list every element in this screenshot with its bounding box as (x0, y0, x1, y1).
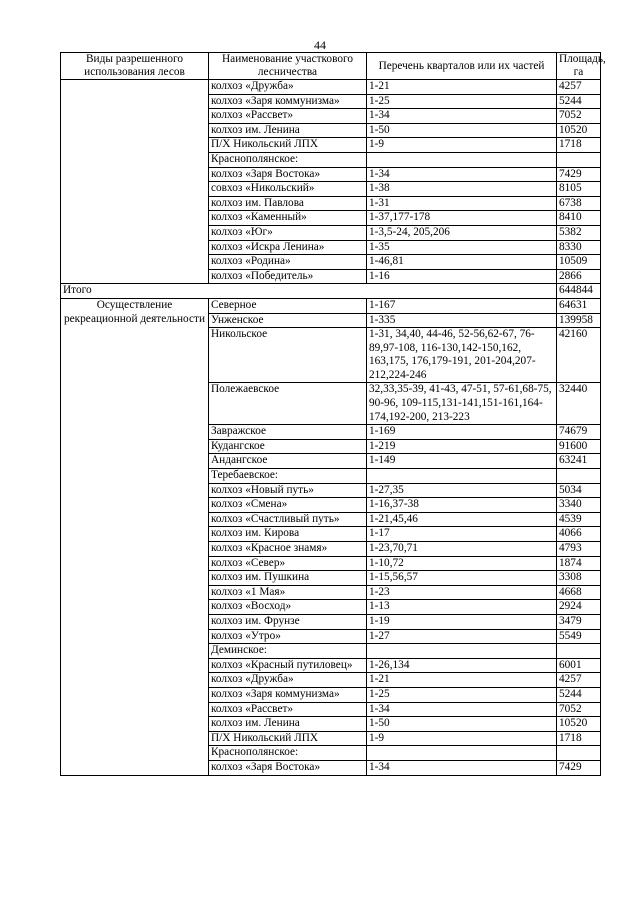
forestry-name-cell: Теребаевское: (209, 469, 367, 484)
quarters-cell: 1-26,134 (367, 658, 557, 673)
area-cell: 91600 (557, 439, 601, 454)
forestry-name-cell: колхоз «Заря Востока» (209, 760, 367, 775)
area-cell: 6001 (557, 658, 601, 673)
forestry-name-cell: Завражское (209, 425, 367, 440)
forestry-name-cell: колхоз «1 Мая» (209, 585, 367, 600)
quarters-cell: 1-23 (367, 585, 557, 600)
quarters-cell: 1-35 (367, 240, 557, 255)
forestry-name-cell: П/Х Никольский ЛПХ (209, 731, 367, 746)
forestry-name-cell: колхоз «Дружба» (209, 673, 367, 688)
total-row (61, 284, 601, 299)
quarters-cell: 1-335 (367, 313, 557, 328)
quarters-cell (367, 746, 557, 761)
quarters-cell: 1-15,56,57 (367, 571, 557, 586)
forestry-name-cell: колхоз им. Ленина (209, 717, 367, 732)
area-cell (557, 746, 601, 761)
quarters-cell: 1-13 (367, 600, 557, 615)
forestry-name-cell: колхоз «Смена» (209, 498, 367, 513)
area-cell: 64631 (557, 298, 601, 313)
quarters-cell (367, 644, 557, 659)
area-cell: 4066 (557, 527, 601, 542)
header-forestry-name: Наименование участкового лесничества (209, 53, 367, 80)
area-cell (557, 644, 601, 659)
forestry-name-cell: колхоз «Рассвет» (209, 109, 367, 124)
area-cell: 7429 (557, 760, 601, 775)
area-cell: 1718 (557, 138, 601, 153)
table-row (61, 80, 601, 95)
forestry-name-cell: колхоз «Счастливый путь» (209, 512, 367, 527)
area-cell: 63241 (557, 454, 601, 469)
area-cell: 6738 (557, 196, 601, 211)
quarters-cell (367, 152, 557, 167)
table-header-row (61, 53, 601, 80)
area-cell: 8330 (557, 240, 601, 255)
quarters-cell (367, 469, 557, 484)
forestry-name-cell: колхоз «Победитель» (209, 269, 367, 284)
forestry-name-cell: колхоз «Заря коммунизма» (209, 687, 367, 702)
forestry-name-cell: колхоз «Восход» (209, 600, 367, 615)
forestry-name-cell: совхоз «Никольский» (209, 182, 367, 197)
area-cell: 7052 (557, 702, 601, 717)
quarters-cell: 1-9 (367, 731, 557, 746)
quarters-cell: 1-167 (367, 298, 557, 313)
forestry-name-cell: колхоз «Север» (209, 556, 367, 571)
forestry-name-cell: Кудангское (209, 439, 367, 454)
forestry-name-cell: Краснополянское: (209, 152, 367, 167)
total-area: 644844 (557, 284, 601, 299)
forestry-name-cell: Северное (209, 298, 367, 313)
forestry-name-cell: колхоз «Заря Востока» (209, 167, 367, 182)
area-cell: 8105 (557, 182, 601, 197)
area-cell: 5382 (557, 225, 601, 240)
quarters-cell: 1-23,70,71 (367, 542, 557, 557)
area-cell (557, 469, 601, 484)
quarters-cell: 1-9 (367, 138, 557, 153)
table-row (61, 298, 601, 313)
area-cell: 4257 (557, 80, 601, 95)
forestry-name-cell: Краснополянское: (209, 746, 367, 761)
quarters-cell: 1-38 (367, 182, 557, 197)
quarters-cell: 1-169 (367, 425, 557, 440)
area-cell: 10520 (557, 123, 601, 138)
forest-use-table (60, 52, 606, 776)
area-cell: 139958 (557, 313, 601, 328)
quarters-cell: 1-16,37-38 (367, 498, 557, 513)
quarters-cell: 1-34 (367, 760, 557, 775)
use-type-cell: Осуществление рекреационной деятельности (61, 298, 209, 775)
total-body (61, 284, 601, 299)
area-cell (557, 152, 601, 167)
page-number: 44 (314, 38, 326, 52)
quarters-cell: 1-10,72 (367, 556, 557, 571)
quarters-cell: 1-21 (367, 80, 557, 95)
quarters-cell: 1-31 (367, 196, 557, 211)
area-cell: 4668 (557, 585, 601, 600)
forestry-name-cell: колхоз «Родина» (209, 255, 367, 270)
area-cell: 7052 (557, 109, 601, 124)
forestry-name-cell: Деминское: (209, 644, 367, 659)
area-cell: 1874 (557, 556, 601, 571)
area-cell: 7429 (557, 167, 601, 182)
area-cell: 1718 (557, 731, 601, 746)
forestry-name-cell: колхоз «Искра Ленина» (209, 240, 367, 255)
forestry-name-cell: колхоз им. Ленина (209, 123, 367, 138)
quarters-cell: 1-34 (367, 109, 557, 124)
area-cell: 3340 (557, 498, 601, 513)
quarters-cell: 1-219 (367, 439, 557, 454)
area-cell: 10520 (557, 717, 601, 732)
area-cell: 2866 (557, 269, 601, 284)
recreation-body (61, 298, 601, 775)
area-cell: 8410 (557, 211, 601, 226)
quarters-cell: 1-34 (367, 167, 557, 182)
quarters-cell: 1-3,5-24, 205,206 (367, 225, 557, 240)
area-cell: 3308 (557, 571, 601, 586)
quarters-cell: 1-34 (367, 702, 557, 717)
quarters-cell: 32,33,35-39, 41-43, 47-51, 57-61,68-75, 90-96, 109-115,131-141,151-161,164-174,192-200, 213-223 (367, 383, 557, 425)
quarters-cell: 1-31, 34,40, 44-46, 52-56,62-67, 76-89,97-108, 116-130,142-150,162, 163,175, 176,179-191, 201-204,207-212,224-246 (367, 328, 557, 383)
quarters-cell: 1-27,35 (367, 483, 557, 498)
quarters-cell: 1-17 (367, 527, 557, 542)
quarters-cell: 1-25 (367, 94, 557, 109)
area-cell: 4257 (557, 673, 601, 688)
area-cell: 5244 (557, 94, 601, 109)
header-area: Площадь, га (557, 53, 601, 80)
area-cell: 5549 (557, 629, 601, 644)
forestry-name-cell: колхоз «Каменный» (209, 211, 367, 226)
quarters-cell: 1-46,81 (367, 255, 557, 270)
header-use-type: Виды разрешенного использования лесов (61, 53, 209, 80)
area-cell: 4793 (557, 542, 601, 557)
forestry-name-cell: колхоз «Дружба» (209, 80, 367, 95)
quarters-cell: 1-50 (367, 717, 557, 732)
area-cell: 5034 (557, 483, 601, 498)
forestry-name-cell: колхоз им. Кирова (209, 527, 367, 542)
forestry-name-cell: колхоз «Красный путиловец» (209, 658, 367, 673)
area-cell: 2924 (557, 600, 601, 615)
quarters-cell: 1-21,45,46 (367, 512, 557, 527)
forestry-name-cell: колхоз «Красное знамя» (209, 542, 367, 557)
forestry-name-cell: Унженское (209, 313, 367, 328)
quarters-cell: 1-27 (367, 629, 557, 644)
area-cell: 5244 (557, 687, 601, 702)
quarters-cell: 1-16 (367, 269, 557, 284)
area-cell: 74679 (557, 425, 601, 440)
quarters-cell: 1-149 (367, 454, 557, 469)
total-label: Итого (61, 284, 557, 299)
header-quarters: Перечень кварталов или их частей (367, 53, 557, 80)
forestry-name-cell: П/Х Никольский ЛПХ (209, 138, 367, 153)
quarters-cell: 1-37,177-178 (367, 211, 557, 226)
group1-body (61, 80, 601, 284)
forestry-name-cell: Полежаевское (209, 383, 367, 425)
area-cell: 4539 (557, 512, 601, 527)
forestry-name-cell: колхоз им. Фрунзе (209, 614, 367, 629)
quarters-cell: 1-25 (367, 687, 557, 702)
area-cell: 42160 (557, 328, 601, 383)
forestry-name-cell: Никольское (209, 328, 367, 383)
forestry-name-cell: колхоз им. Пушкина (209, 571, 367, 586)
forestry-name-cell: колхоз «Утро» (209, 629, 367, 644)
area-cell: 3479 (557, 614, 601, 629)
quarters-cell: 1-50 (367, 123, 557, 138)
area-cell: 10509 (557, 255, 601, 270)
forestry-name-cell: колхоз «Заря коммунизма» (209, 94, 367, 109)
use-type-cell-continued (61, 80, 209, 284)
quarters-cell: 1-19 (367, 614, 557, 629)
forestry-name-cell: колхоз им. Павлова (209, 196, 367, 211)
forestry-name-cell: Андангское (209, 454, 367, 469)
forestry-name-cell: колхоз «Новый путь» (209, 483, 367, 498)
forestry-name-cell: колхоз «Рассвет» (209, 702, 367, 717)
quarters-cell: 1-21 (367, 673, 557, 688)
area-cell: 32440 (557, 383, 601, 425)
forestry-name-cell: колхоз «Юг» (209, 225, 367, 240)
